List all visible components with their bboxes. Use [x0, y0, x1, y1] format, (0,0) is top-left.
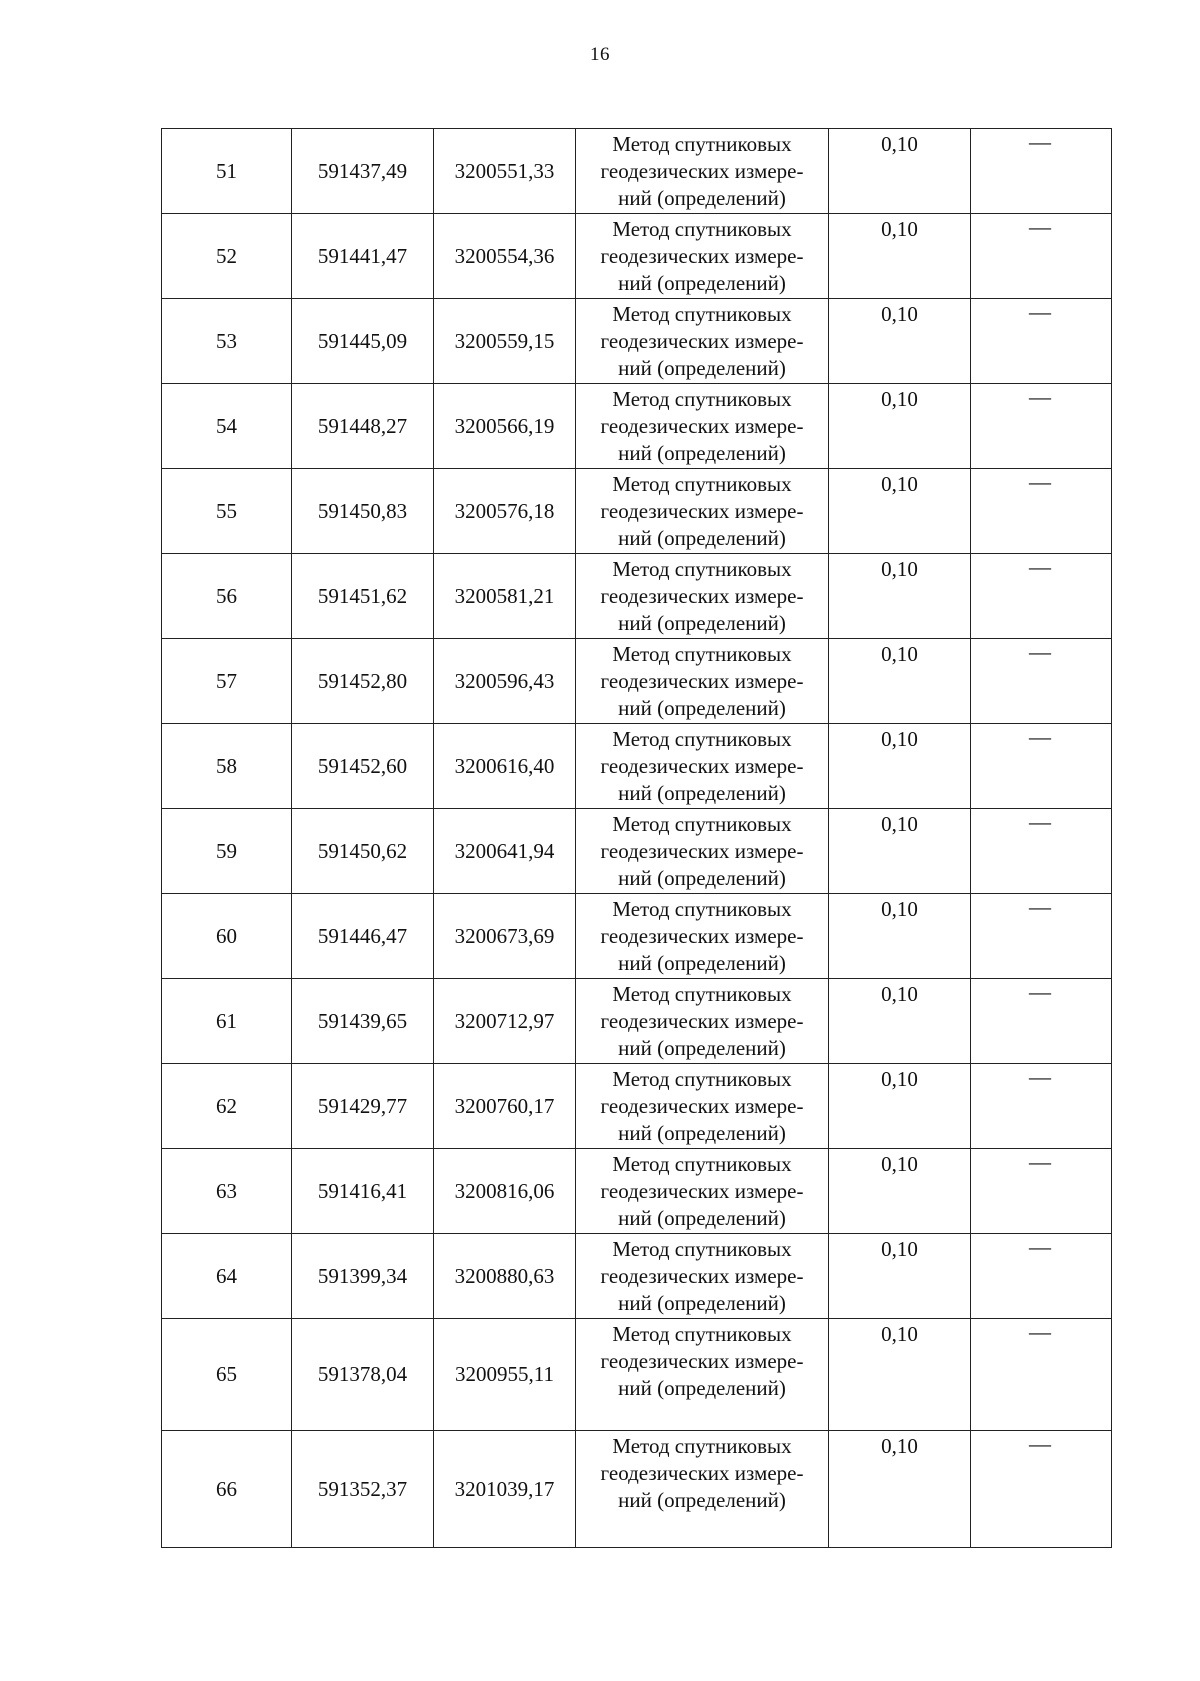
- note-cell: [971, 554, 1112, 639]
- method-line: геодезических измере-: [600, 1461, 804, 1485]
- y-coordinate-cell: 3200955,11: [434, 1319, 576, 1431]
- method-line: Метод спутниковых: [612, 812, 792, 836]
- method-line: ний (определений): [618, 866, 786, 890]
- dash-mark: —: [1029, 384, 1051, 409]
- point-number-cell: 60: [162, 894, 292, 979]
- method-line: геодезических измере-: [600, 329, 804, 353]
- dash-mark: —: [1029, 214, 1051, 239]
- table-row: [162, 1431, 1112, 1548]
- note-cell: [971, 639, 1112, 724]
- note-cell: [971, 384, 1112, 469]
- method-line: ний (определений): [618, 356, 786, 380]
- accuracy-cell: 0,10: [829, 1149, 971, 1234]
- note-cell: [971, 894, 1112, 979]
- note-cell: [971, 129, 1112, 214]
- method-line: Метод спутниковых: [612, 1067, 792, 1091]
- x-coordinate-cell: 591448,27: [292, 384, 434, 469]
- accuracy-cell: 0,10: [829, 384, 971, 469]
- y-coordinate-cell: 3200641,94: [434, 809, 576, 894]
- dash-mark: —: [1029, 639, 1051, 664]
- table-row: [162, 554, 1112, 639]
- y-coordinate-cell: 3200712,97: [434, 979, 576, 1064]
- coordinates-table: [161, 128, 1112, 1548]
- method-line: ний (определений): [618, 696, 786, 720]
- x-coordinate-cell: 591439,65: [292, 979, 434, 1064]
- method-line: ний (определений): [618, 951, 786, 975]
- point-number-cell: 61: [162, 979, 292, 1064]
- method-line: геодезических измере-: [600, 1179, 804, 1203]
- table-row: [162, 724, 1112, 809]
- table-row: [162, 1234, 1112, 1319]
- accuracy-cell: 0,10: [829, 129, 971, 214]
- method-cell: [576, 724, 829, 809]
- x-coordinate-cell: 591429,77: [292, 1064, 434, 1149]
- x-coordinate-cell: 591416,41: [292, 1149, 434, 1234]
- point-number-cell: 57: [162, 639, 292, 724]
- note-cell: [971, 809, 1112, 894]
- point-number-cell: 55: [162, 469, 292, 554]
- table-row: [162, 809, 1112, 894]
- table-row: [162, 639, 1112, 724]
- table-row: [162, 384, 1112, 469]
- x-coordinate-cell: 591450,62: [292, 809, 434, 894]
- y-coordinate-cell: 3200554,36: [434, 214, 576, 299]
- x-coordinate-cell: 591441,47: [292, 214, 434, 299]
- y-coordinate-cell: 3200616,40: [434, 724, 576, 809]
- method-line: геодезических измере-: [600, 584, 804, 608]
- x-coordinate-cell: 591452,80: [292, 639, 434, 724]
- method-line: геодезических измере-: [600, 924, 804, 948]
- point-number-cell: 53: [162, 299, 292, 384]
- accuracy-cell: 0,10: [829, 724, 971, 809]
- accuracy-cell: 0,10: [829, 809, 971, 894]
- dash-mark: —: [1029, 979, 1051, 1004]
- point-number-cell: 56: [162, 554, 292, 639]
- y-coordinate-cell: 3200880,63: [434, 1234, 576, 1319]
- table-row: [162, 214, 1112, 299]
- y-coordinate-cell: 3200673,69: [434, 894, 576, 979]
- method-cell: [576, 554, 829, 639]
- method-line: ний (определений): [618, 611, 786, 635]
- table-row: [162, 1064, 1112, 1149]
- accuracy-cell: 0,10: [829, 1064, 971, 1149]
- table-row: [162, 469, 1112, 554]
- note-cell: [971, 469, 1112, 554]
- note-cell: [971, 979, 1112, 1064]
- dash-mark: —: [1029, 724, 1051, 749]
- note-cell: [971, 299, 1112, 384]
- point-number-cell: 52: [162, 214, 292, 299]
- y-coordinate-cell: 3200760,17: [434, 1064, 576, 1149]
- method-line: геодезических измере-: [600, 1094, 804, 1118]
- method-cell: [576, 384, 829, 469]
- accuracy-cell: 0,10: [829, 639, 971, 724]
- method-line: геодезических измере-: [600, 669, 804, 693]
- method-cell: [576, 894, 829, 979]
- method-line: геодезических измере-: [600, 159, 804, 183]
- method-cell: [576, 639, 829, 724]
- dash-mark: —: [1029, 299, 1051, 324]
- method-cell: [576, 469, 829, 554]
- dash-mark: —: [1029, 1234, 1051, 1259]
- dash-mark: —: [1029, 1064, 1051, 1089]
- method-line: ний (определений): [618, 1376, 786, 1400]
- note-cell: [971, 1319, 1112, 1431]
- y-coordinate-cell: 3200551,33: [434, 129, 576, 214]
- method-cell: [576, 1431, 829, 1548]
- method-line: геодезических измере-: [600, 499, 804, 523]
- method-line: Метод спутниковых: [612, 1434, 792, 1458]
- method-line: ний (определений): [618, 1121, 786, 1145]
- method-line: Метод спутниковых: [612, 302, 792, 326]
- table-row: [162, 299, 1112, 384]
- note-cell: [971, 214, 1112, 299]
- method-line: геодезических измере-: [600, 1349, 804, 1373]
- method-line: Метод спутниковых: [612, 982, 792, 1006]
- method-line: ний (определений): [618, 1291, 786, 1315]
- point-number-cell: 58: [162, 724, 292, 809]
- note-cell: [971, 1234, 1112, 1319]
- note-cell: [971, 1149, 1112, 1234]
- method-line: Метод спутниковых: [612, 1322, 792, 1346]
- method-cell: [576, 1149, 829, 1234]
- accuracy-cell: 0,10: [829, 299, 971, 384]
- method-line: Метод спутниковых: [612, 557, 792, 581]
- accuracy-cell: 0,10: [829, 1319, 971, 1431]
- method-line: ний (определений): [618, 1036, 786, 1060]
- table-row: [162, 1149, 1112, 1234]
- accuracy-cell: 0,10: [829, 1234, 971, 1319]
- note-cell: [971, 1431, 1112, 1548]
- page-number: 16: [590, 44, 610, 65]
- accuracy-cell: 0,10: [829, 979, 971, 1064]
- point-number-cell: 54: [162, 384, 292, 469]
- method-line: Метод спутниковых: [612, 472, 792, 496]
- accuracy-cell: 0,10: [829, 214, 971, 299]
- y-coordinate-cell: 3200559,15: [434, 299, 576, 384]
- dash-mark: —: [1029, 1431, 1051, 1456]
- y-coordinate-cell: 3200581,21: [434, 554, 576, 639]
- x-coordinate-cell: 591450,83: [292, 469, 434, 554]
- x-coordinate-cell: 591452,60: [292, 724, 434, 809]
- dash-mark: —: [1029, 1149, 1051, 1174]
- method-line: геодезических измере-: [600, 1009, 804, 1033]
- method-cell: [576, 214, 829, 299]
- method-line: Метод спутниковых: [612, 387, 792, 411]
- table-row: [162, 129, 1112, 214]
- method-line: ний (определений): [618, 1488, 786, 1512]
- method-line: геодезических измере-: [600, 244, 804, 268]
- method-line: Метод спутниковых: [612, 1237, 792, 1261]
- accuracy-cell: 0,10: [829, 554, 971, 639]
- method-cell: [576, 979, 829, 1064]
- dash-mark: —: [1029, 1319, 1051, 1344]
- dash-mark: —: [1029, 129, 1051, 154]
- method-cell: [576, 1064, 829, 1149]
- y-coordinate-cell: 3200596,43: [434, 639, 576, 724]
- method-line: геодезических измере-: [600, 839, 804, 863]
- note-cell: [971, 1064, 1112, 1149]
- table-body: [162, 129, 1112, 1548]
- point-number-cell: 63: [162, 1149, 292, 1234]
- x-coordinate-cell: 591437,49: [292, 129, 434, 214]
- method-cell: [576, 1234, 829, 1319]
- method-line: Метод спутниковых: [612, 132, 792, 156]
- x-coordinate-cell: 591352,37: [292, 1431, 434, 1548]
- y-coordinate-cell: 3200566,19: [434, 384, 576, 469]
- point-number-cell: 62: [162, 1064, 292, 1149]
- point-number-cell: 59: [162, 809, 292, 894]
- method-line: ний (определений): [618, 271, 786, 295]
- method-line: ний (определений): [618, 1206, 786, 1230]
- note-cell: [971, 724, 1112, 809]
- method-cell: [576, 809, 829, 894]
- y-coordinate-cell: 3201039,17: [434, 1431, 576, 1548]
- method-line: Метод спутниковых: [612, 217, 792, 241]
- x-coordinate-cell: 591445,09: [292, 299, 434, 384]
- point-number-cell: 51: [162, 129, 292, 214]
- method-line: геодезических измере-: [600, 1264, 804, 1288]
- method-line: ний (определений): [618, 526, 786, 550]
- x-coordinate-cell: 591446,47: [292, 894, 434, 979]
- method-line: ний (определений): [618, 441, 786, 465]
- table-row: [162, 894, 1112, 979]
- dash-mark: —: [1029, 809, 1051, 834]
- method-line: ний (определений): [618, 781, 786, 805]
- method-cell: [576, 299, 829, 384]
- accuracy-cell: 0,10: [829, 894, 971, 979]
- y-coordinate-cell: 3200816,06: [434, 1149, 576, 1234]
- method-cell: [576, 1319, 829, 1431]
- x-coordinate-cell: 591378,04: [292, 1319, 434, 1431]
- method-line: Метод спутниковых: [612, 1152, 792, 1176]
- method-line: Метод спутниковых: [612, 727, 792, 751]
- table-row: [162, 979, 1112, 1064]
- method-line: геодезических измере-: [600, 754, 804, 778]
- x-coordinate-cell: 591399,34: [292, 1234, 434, 1319]
- y-coordinate-cell: 3200576,18: [434, 469, 576, 554]
- point-number-cell: 66: [162, 1431, 292, 1548]
- table-row: [162, 1319, 1112, 1431]
- method-line: геодезических измере-: [600, 414, 804, 438]
- point-number-cell: 65: [162, 1319, 292, 1431]
- method-line: Метод спутниковых: [612, 642, 792, 666]
- method-cell: [576, 129, 829, 214]
- accuracy-cell: 0,10: [829, 1431, 971, 1548]
- point-number-cell: 64: [162, 1234, 292, 1319]
- accuracy-cell: 0,10: [829, 469, 971, 554]
- method-line: ний (определений): [618, 186, 786, 210]
- x-coordinate-cell: 591451,62: [292, 554, 434, 639]
- dash-mark: —: [1029, 469, 1051, 494]
- method-line: Метод спутниковых: [612, 897, 792, 921]
- dash-mark: —: [1029, 894, 1051, 919]
- dash-mark: —: [1029, 554, 1051, 579]
